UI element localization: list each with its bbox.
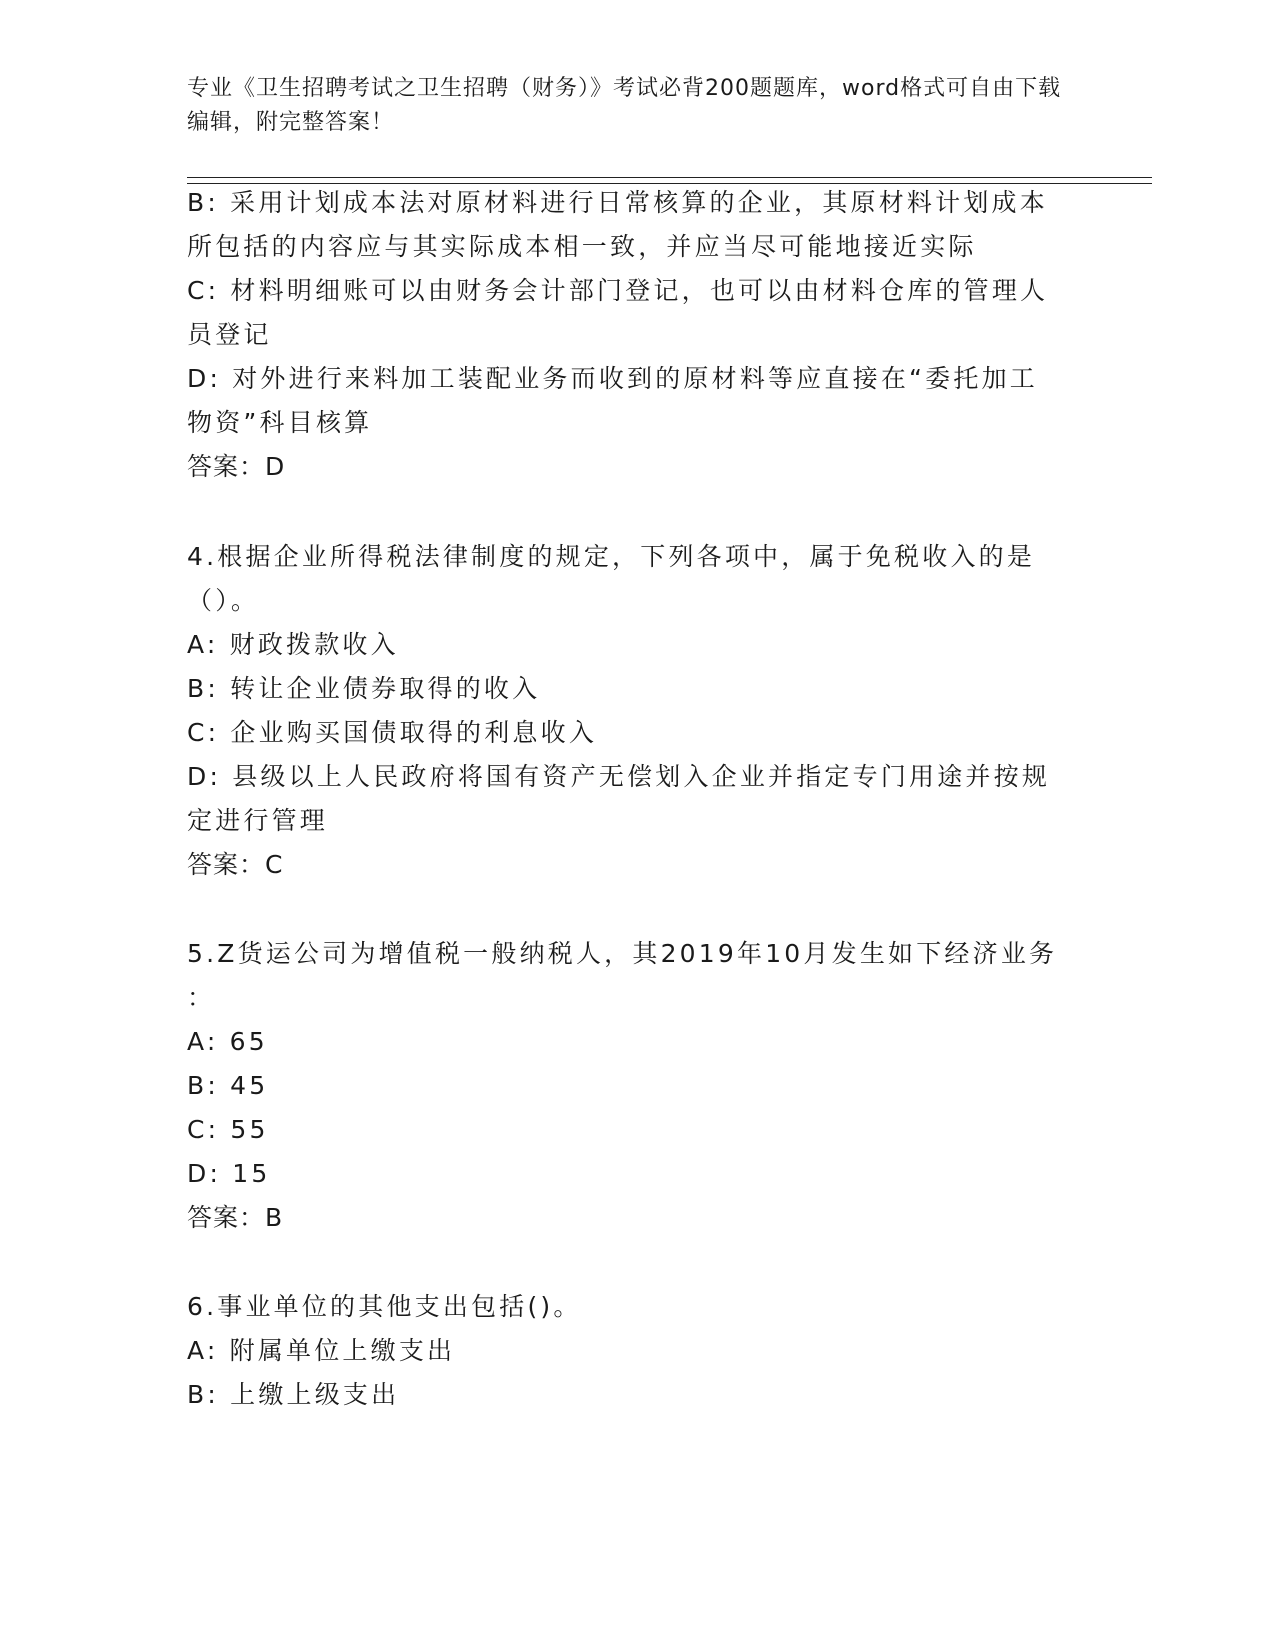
q5-option-d: D: 15 <box>187 1159 271 1188</box>
q3-option-b-line2: 所包括的内容应与其实际成本相一致，并应当尽可能地接近实际 <box>187 232 977 261</box>
q5-option-c: C: 55 <box>187 1115 269 1144</box>
q6-option-a: A: 附属单位上缴支出 <box>187 1336 456 1365</box>
q3-option-d-line2: 物资”科目核算 <box>187 408 373 437</box>
header-text: 专业《卫生招聘考试之卫生招聘（财务）》考试必背200题题库，word格式可自由下载编辑，附完整答案！ <box>187 76 1062 135</box>
q4-option-d-line2: 定进行管理 <box>187 806 329 835</box>
q4-stem-line1: 4.根据企业所得税法律制度的规定，下列各项中，属于免税收入的是 <box>187 542 1036 571</box>
q5-stem-line1: 5.Z货运公司为增值税一般纳税人，其2019年10月发生如下经济业务 <box>187 939 1058 968</box>
q4-option-b: B: 转让企业债券取得的收入 <box>187 674 541 703</box>
q4-option-a: A: 财政拨款收入 <box>187 630 399 659</box>
q5-answer: 答案：B <box>187 1203 284 1232</box>
q5-option-a: A: 65 <box>187 1027 268 1056</box>
header-divider-bottom <box>187 183 1152 184</box>
q6-option-b: B: 上缴上级支出 <box>187 1380 400 1409</box>
q3-option-c-line2: 员登记 <box>187 320 272 349</box>
q4-stem-line2: （）。 <box>187 586 260 615</box>
q3-answer: 答案：D <box>187 452 286 481</box>
q3-option-b-line1: B: 采用计划成本法对原材料进行日常核算的企业，其原材料计划成本 <box>187 188 1048 217</box>
document-header <box>187 72 1067 140</box>
q3-option-c-line1: C: 材料明细账可以由财务会计部门登记，也可以由材料仓库的管理人 <box>187 276 1049 305</box>
q5-option-b: B: 45 <box>187 1071 269 1100</box>
header-divider-top <box>187 177 1152 178</box>
q6-stem: 6.事业单位的其他支出包括()。 <box>187 1292 582 1321</box>
q5-stem-line2: ： <box>187 983 216 1012</box>
q3-option-d-line1: D: 对外进行来料加工装配业务而收到的原材料等应直接在“委托加工 <box>187 364 1038 393</box>
q4-option-d-line1: D: 县级以上人民政府将国有资产无偿划入企业并指定专门用途并按规 <box>187 762 1051 791</box>
q4-answer: 答案：C <box>187 850 284 879</box>
q4-option-c: C: 企业购买国债取得的利息收入 <box>187 718 598 747</box>
